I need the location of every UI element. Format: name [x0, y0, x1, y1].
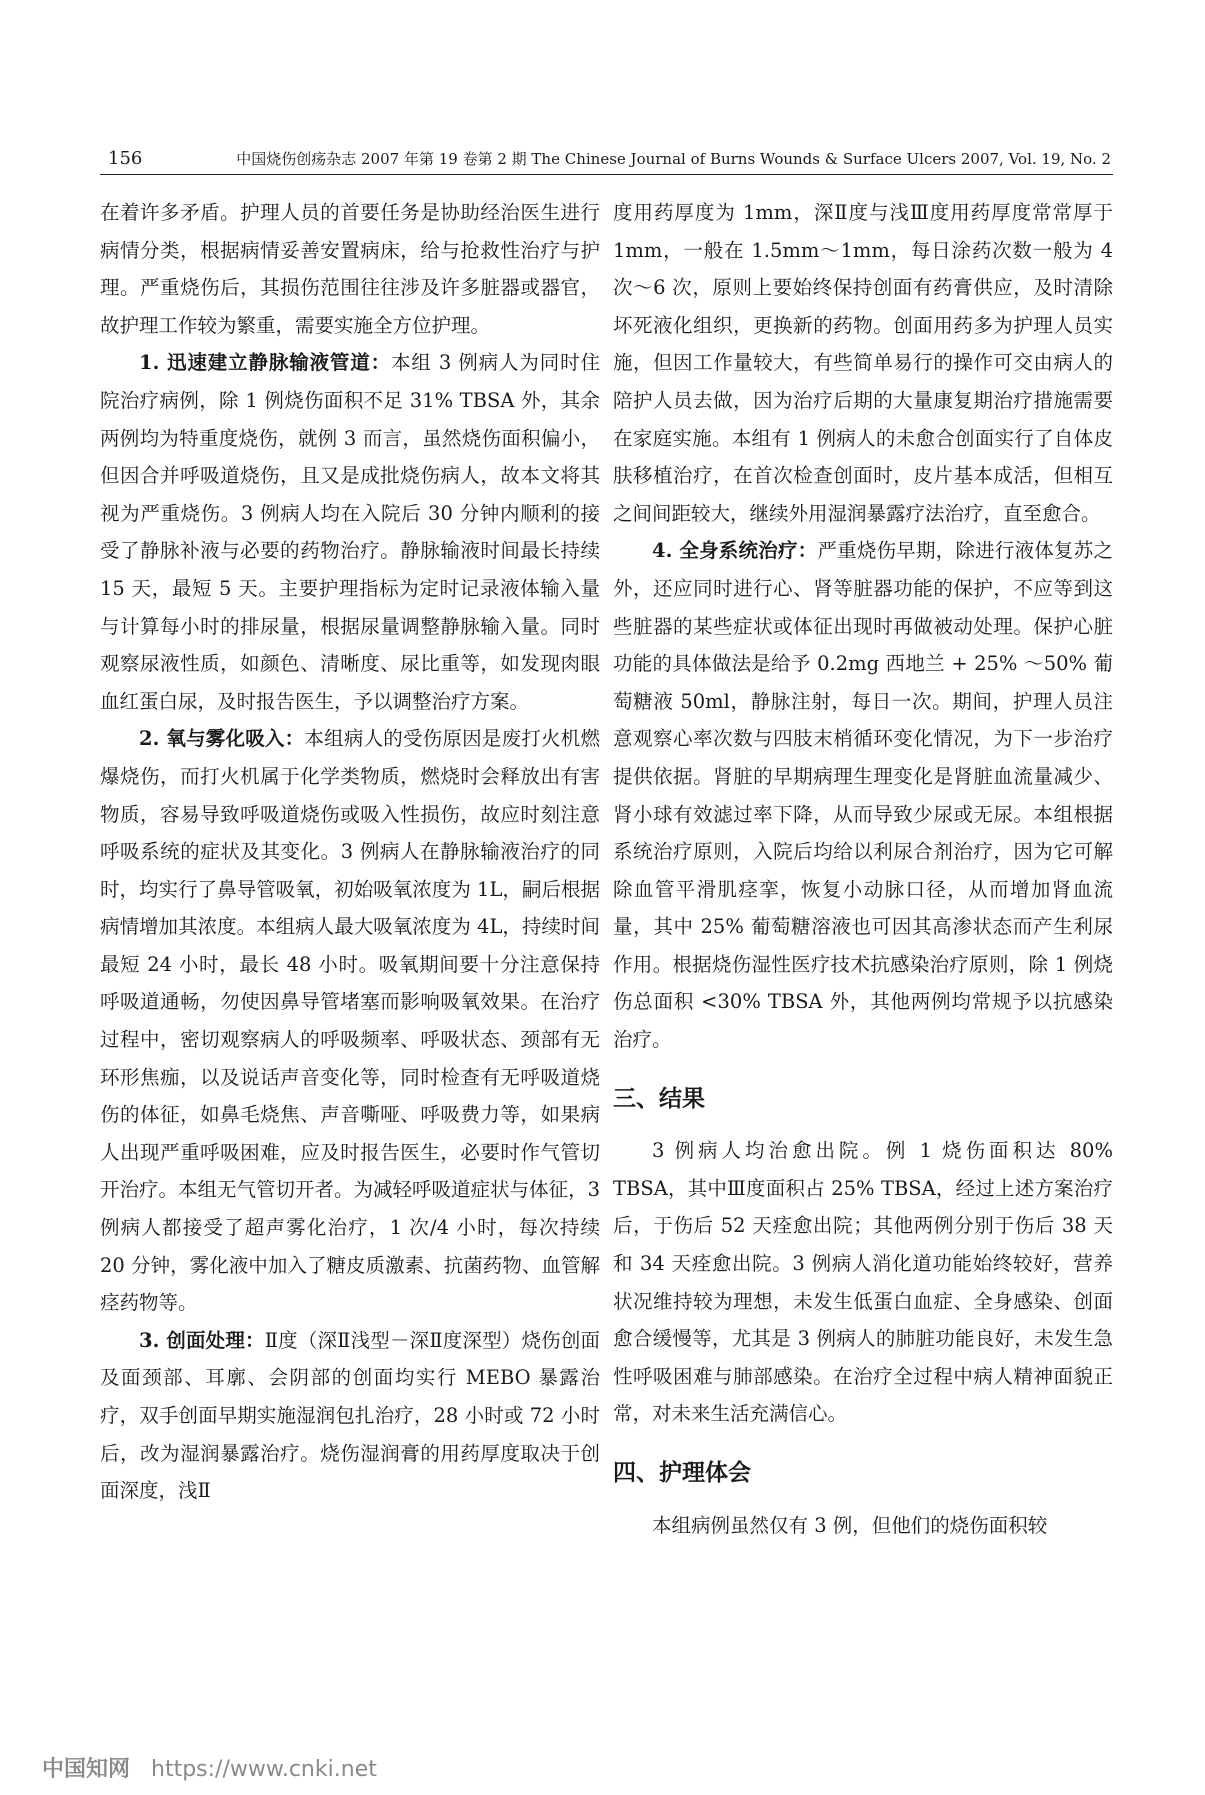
right-column	[613, 194, 1113, 1544]
cnki-url[interactable]: https://www.cnki.net	[151, 1757, 377, 1782]
paragraph-text: Ⅱ度（深Ⅱ浅型－深Ⅱ度深型）烧伤创面及面颈部、耳廓、会阴部的创面均实行 MEBO 暴露治疗，双手创面早期实施湿润包扎治疗，28 小时或 72 小时后，改为湿润暴露治疗。烧伤湿润膏的用药厚度取决于创面深度，浅Ⅱ	[100, 1328, 600, 1503]
subsection-label: 1. 迅速建立静脉输液管道：	[139, 351, 392, 375]
footer-watermark	[42, 1752, 377, 1783]
paragraph-text: 严重烧伤早期，除进行液体复苏之外，还应同时进行心、肾等脏器功能的保护，不应等到这些脏器的某些症状或体征出现时再做被动处理。保护心脏功能的具体做法是给予 0.2mg 西地兰 + 25% ～50% 葡萄糖液 50ml，静脉注射，每日一次。期间，护理人员注意观察心率次数与四肢末梢循环变化情况，为下一步治疗提供依据。肾脏的早期病理生理变化是肾脏血流量减少、肾小球有效滤过率下降，从而导致少尿或无尿。本组根据系统治疗原则，入院后均给以利尿合剂治疗，因为它可解除血管平滑肌痉挛，恢复小动脉口径，从而增加肾血流量，其中 25% 葡萄糖溶液也可因其高渗状态而产生利尿作用。根据烧伤湿性医疗技术抗感染治疗原则，除 1 例烧伤总面积 <30% TBSA 外，其他两例均常规予以抗感染治疗。	[613, 539, 1113, 1052]
left-column	[100, 194, 600, 1510]
page-number: 156	[108, 148, 143, 169]
paragraph	[613, 532, 1113, 1058]
running-header: 中国烧伤创疡杂志 2007 年第 19 卷第 2 期 The Chinese Journal of Burns Wounds & Surface Ulcers 2007, Vol. 19, No. 2	[236, 150, 1111, 168]
cnki-logo-text: 中国知网	[42, 1757, 131, 1782]
paragraph	[100, 344, 600, 720]
paragraph: 本组病例虽然仅有 3 例，但他们的烧伤面积较	[652, 1513, 1048, 1537]
paragraph-text: 本组 3 例病人为同时住院治疗病例，除 1 例烧伤面积不足 31% TBSA 外，其余两例均为特重度烧伤，就例 3 而言，虽然烧伤面积偏小，但因合并呼吸道烧伤，且又是成批烧伤病人，故本文将其视为严重烧伤。3 例病人均在入院后 30 分钟内顺利的接受了静脉补液与必要的药物治疗。静脉输液时间最长持续 15 天，最短 5 天。主要护理指标为定时记录液体输入量与计算每小时的排尿量，根据尿量调整静脉输入量。同时观察尿液性质，如颜色、清晰度、尿比重等，如发现肉眼血红蛋白尿，及时报告医生，予以调整治疗方案。	[100, 351, 600, 713]
subsection-label: 4. 全身系统治疗：	[652, 539, 818, 563]
paragraph	[100, 720, 600, 1322]
paragraph	[100, 1322, 600, 1510]
header-rule	[100, 174, 1113, 175]
section-heading-results: 三、结果	[613, 1085, 705, 1112]
paragraph: 3 例病人均治愈出院。例 1 烧伤面积达 80% TBSA，其中Ⅲ度面积占 25% TBSA，经过上述方案治疗后，于伤后 52 天痊愈出院；其他两例分别于伤后 38 天和 34 天痊愈出院。3 例病人消化道功能始终较好，营养状况维持较为理想，未发生低蛋白血症、全身感染、创面愈合缓慢等，尤其是 3 例病人的肺脏功能良好，未发生急性呼吸困难与肺部感染。在治疗全过程中病人精神面貌正常，对未来生活充满信心。	[613, 1139, 1113, 1426]
subsection-label: 3. 创面处理：	[139, 1328, 265, 1352]
paragraph: 在着许多矛盾。护理人员的首要任务是协助经治医生进行病情分类，根据病情妥善安置病床，给与抢救性治疗与护理。严重烧伤后，其损伤范围往往涉及许多脏器或器官，故护理工作较为繁重，需要实施全方位护理。	[100, 201, 600, 337]
paragraph: 度用药厚度为 1mm，深Ⅱ度与浅Ⅲ度用药厚度常常厚于 1mm，一般在 1.5mm～1mm，每日涂药次数一般为 4 次～6 次，原则上要始终保持创面有药膏供应，及时清除坏死液化组织，更换新的药物。创面用药多为护理人员实施，但因工作量较大，有些简单易行的操作可交由病人的陪护人员去做，因为治疗后期的大量康复期治疗措施需要在家庭实施。本组有 1 例病人的未愈合创面实行了自体皮肤移植治疗，在首次检查创面时，皮片基本成活，但相互之间间距较大，继续外用湿润暴露疗法治疗，直至愈合。	[613, 201, 1113, 525]
section-heading-nursing: 四、护理体会	[613, 1460, 751, 1486]
subsection-label: 2. 氧与雾化吸入：	[139, 727, 305, 751]
paragraph-text: 本组病人的受伤原因是废打火机燃爆烧伤，而打火机属于化学类物质，燃烧时会释放出有害物质，容易导致呼吸道烧伤或吸入性损伤，故应时刻注意呼吸系统的症状及其变化。3 例病人在静脉输液治疗的同时，均实行了鼻导管吸氧，初始吸氧浓度为 1L，嗣后根据病情增加其浓度。本组病人最大吸氧浓度为 4L，持续时间最短 24 小时，最长 48 小时。吸氧期间要十分注意保持呼吸道通畅，勿使因鼻导管堵塞而影响吸氧效果。在治疗过程中，密切观察病人的呼吸频率、呼吸状态、颈部有无环形焦痂，以及说话声音变化等，同时检查有无呼吸道烧伤的体征，如鼻毛烧焦、声音嘶哑、呼吸费力等，如果病人出现严重呼吸困难，应及时报告医生，必要时作气管切开治疗。本组无气管切开者。为减轻呼吸道症状与体征，3 例病人都接受了超声雾化治疗，1 次/4 小时，每次持续 20 分钟，雾化液中加入了糖皮质激素、抗菌药物、血管解痉药物等。	[100, 727, 600, 1315]
